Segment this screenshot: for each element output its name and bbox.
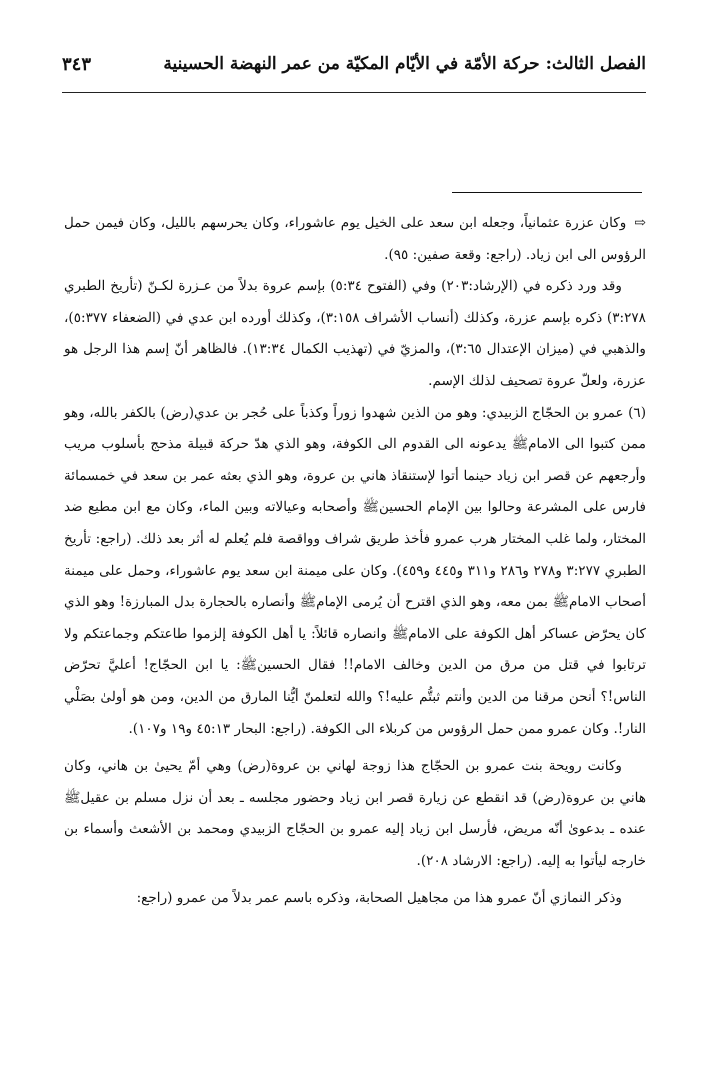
footnote-paragraph: وقد ورد ذكره في (الإرشاد:٢٠٣) وفي (الفتوح ٥:٣٤) بإسم عروة بدلاً من عـزرة لكـنّ (تأريخ الطبري ٣:٢٧٨) ذكره بإسم عزرة، وكذلك (أنساب الأشراف ٣:١٥٨)، وكذلك أورده ابن عدي في (الضعفاء ٥:٣٧٧)، والذهبي في (ميزان الإعتدال ٣:٦٥)، والمزيّ في (تهذيب الكمال ١٣:٣٤). فالظاهر أنّ إسم هذا الرجل هو عزرة، ولعلّ عروة تصحيف لذلك الإسم. bbox=[64, 278, 646, 389]
page-number: ٣٤٣ bbox=[62, 54, 92, 75]
footnote-divider bbox=[452, 192, 642, 193]
page-header bbox=[62, 44, 646, 84]
header-divider bbox=[62, 92, 646, 93]
footnote-paragraph: (٦) عمرو بن الحجّاج الزبيدي: وهو من الذين شهدوا زوراً وكذباً على حُجر بن عدي(رض) بالكفر بالله، وهو ممن كتبوا الى الامامﷺ يدعونه الى القدوم الى الكوفة، وهو الذي هدّ حركة قبيلة مذحج بأسلوب مريب وأرجعهم عن قصر ابن زياد حينما أتوا لإستنقاذ هاني بن عروة، وهو الذي بعثه عمر بن سعد في خمسمائة فارس على المشرعة وحالوا بين الإمام الحسينﷺ وأصحابه وعيالاته وبين الماء، وكان مع ابن مطيع ضد المختار، ولما غلب المختار هرب عمرو فأخذ طريق شراف وواقصة فلم يُعلم له أثر بعد ذلك. (راجع: تأريخ الطبري ٣:٢٧٧ و٢٧٨ و٢٨٦ و٣١١ و٤٤٥ و٤٥٩). وكان على ميمنة ابن سعد يوم عاشوراء، وحمل على ميمنة أصحاب الامامﷺ بمن معه، وهو الذي اقترح أن يُرمى الإمامﷺ وأنصاره بالحجارة بدل المبارزة! وهو الذي كان يحرّض عساكر أهل الكوفة على الامامﷺ وانصاره قائلاً: يا أهل الكوفة إلزموا طاعتكم وجماعتكم ولا ترتابوا في قتل من مرق من الدين وخالف الامام!! فقال الحسينﷺ: يا ابن الحجّاج! أعليَّ تحرّض الناس!؟ أنحن مرقنا من الدين وأنتم ثبتُّم عليه!؟ والله لتعلمنّ أيُّنا المارق من الدين، ومن هو أولىٰ بصَلْي النار!. وكان عمرو ممن حمل الرؤوس من كربلاء الى الكوفة. (راجع: البحار ٤٥:١٣ و١٩ و١٠٧). bbox=[64, 404, 646, 737]
footnote-paragraph: ⇨وكان عزرة عثمانياً، وجعله ابن سعد على الخيل يوم عاشوراء، وكان يحرسهم بالليل، وكان فيمن حمل الرؤوس الى ابن زياد. (راجع: وقعة صفين: ٩٥). bbox=[64, 208, 646, 271]
footnote-paragraph: وذكر النمازي أنّ عمرو هذا من مجاهيل الصحابة، وذكره باسم عمر بدلاً من عمرو (راجع: bbox=[136, 890, 622, 907]
chapter-title: الفصل الثالث: حركة الأمّة في الأيّام المكيّة من عمر النهضة الحسينية bbox=[163, 54, 646, 74]
footnote-paragraph: وكانت رويحة بنت عمرو بن الحجّاج هذا زوجة لهاني بن عروة(رض) وهي أمّ يحيىٰ بن هاني، وكان هاني بن عروة(رض) قد انقطع عن زيارة قصر ابن زياد وحضور مجلسه ـ بعد أن نزل مسلم بن عقيلﷺ عنده ـ بدعوىٰ أنّه مريض، فأرسل ابن زياد إليه عمرو بن الحجّاج الزبيدي ومحمد بن الأشعث وأسماء بن خارجه ليأتوا به إليه. (راجع: الارشاد ٢٠٨). bbox=[64, 758, 646, 869]
continuation-arrow-icon: ⇨ bbox=[634, 215, 646, 231]
footnotes-body bbox=[64, 208, 646, 915]
